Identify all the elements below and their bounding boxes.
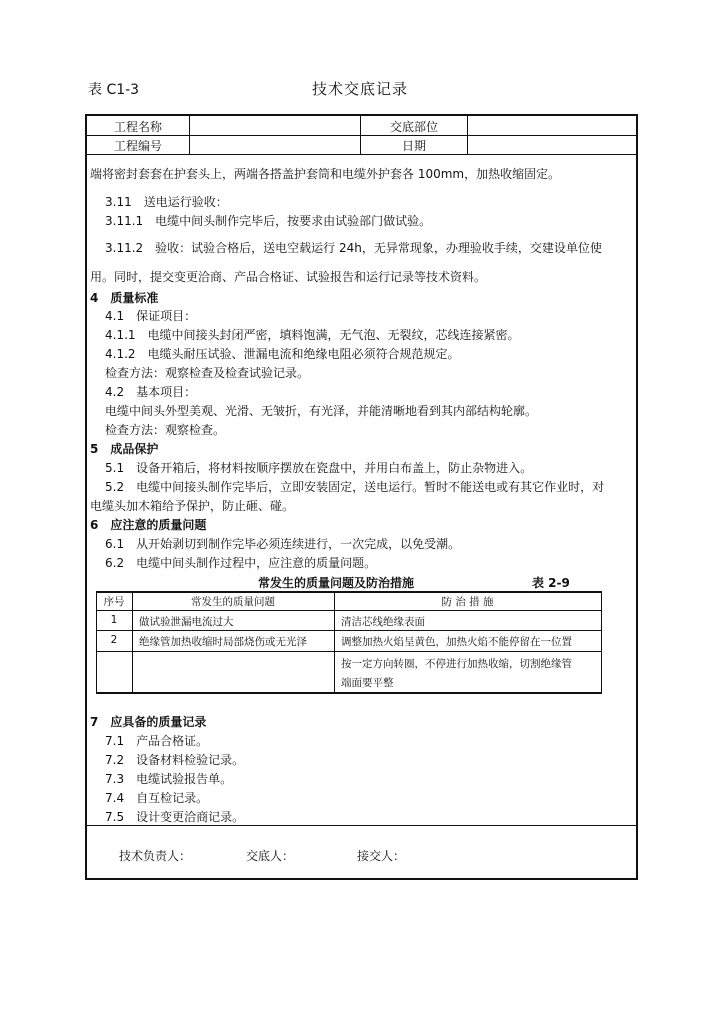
table-border [96,591,602,593]
body-line: 3.11.1 电缆中间头制作完毕后，按要求由试验部门做试验。 [105,214,432,228]
date-label: 日期 [401,139,426,153]
body-line: 5.2 电缆中间接头制作完毕后，立即安装固定，送电运行。暂时不能送电或有其它作业时，对 [105,480,605,494]
project-name-label: 工程名称 [113,120,162,134]
table-header-measures: 防 治 措 施 [441,596,494,608]
body-line: 电缆头加木箱给予保护，防止砸、碰。 [90,499,295,513]
section-heading: 7 应具备的质量记录 [90,715,207,729]
table-number: 表 2-9 [532,576,570,590]
form-code: 表 C1-3 [88,82,140,98]
body-line: 检查方法：观察检查及检查试验记录。 [105,366,310,380]
body-line: 4.1.2 电缆头耐压试验、泄漏电流和绝缘电阻必须符合规范规定。 [105,347,460,361]
receiver-signature-label: 接交人： [357,849,406,863]
location-label: 交底部位 [389,120,438,134]
record-item: 7.1 产品合格证。 [105,734,209,748]
body-line: 6.2 电缆中间头制作过程中，应注意的质量问题。 [105,556,377,570]
table-cell-measure: 调整加热火焰呈黄色，加热火焰不能停留在一位置 [341,636,572,648]
table-cell-measure: 端面要平整 [341,677,394,689]
signature-divider [87,825,636,826]
table-cell-problem: 绝缘管加热收缩时局部烧伤或无光泽 [139,636,307,648]
body-line: 4.1 保证项目： [105,309,197,323]
table-border [96,651,602,652]
body-line: 检查方法：观察检查。 [105,423,226,437]
record-item: 7.5 设计变更洽商记录。 [105,810,245,824]
section-heading: 4 质量标准 [90,291,159,305]
table-border [96,630,602,631]
body-line: 4.1.1 电缆中间接头封闭严密，填料饱满，无气泡、无裂纹，芯线连接紧密。 [105,328,520,342]
table-cell-measure: 清洁芯线绝缘表面 [341,616,425,628]
body-line: 端将密封套套在护套头上，两端各搭盖护套筒和电缆外护套各 100mm，加热收缩固定。 [90,167,561,181]
section-heading: 6 应注意的质量问题 [90,518,207,532]
table-cell-no: 1 [110,614,118,626]
body-line: 电缆中间头外型美观、光滑、无皱折，有光泽，并能清晰地看到其内部结构轮廓。 [105,404,538,418]
grid-line [87,135,636,136]
body-line: 6.1 从开始剥切到制作完毕必须连续进行，一次完成，以免受潮。 [105,537,461,551]
table-cell-problem: 做试验泄漏电流过大 [139,616,234,628]
table-header-problem: 常发生的质量问题 [191,596,275,608]
page-title: 技术交底记录 [312,80,409,98]
body-line: 5.1 设备开箱后，将材料按顺序摆放在瓷盘中，并用白布盖上，防止杂物进入。 [105,461,533,475]
body-line: 3.11.2 验收：试验合格后，送电空载运行 24h，无异常现象，办理验收手续，交建设单位使 [105,241,602,255]
grid-line [467,116,468,154]
table-caption: 常发生的质量问题及防治措施 [258,576,415,590]
project-no-label: 工程编号 [113,139,162,153]
section-heading: 5 成品保护 [90,442,159,456]
discloser-signature-label: 交底人： [246,849,295,863]
body-line: 4.2 基本项目： [105,385,197,399]
table-border [601,591,602,692]
tech-lead-signature-label: 技术负责人： [119,849,192,863]
body-line: 用。同时，提交变更洽商、产品合格证、试验报告和运行记录等技术资料。 [90,270,487,284]
table-border [96,610,602,611]
table-cell-measure: 按一定方向转圈，不停进行加热收缩，切割绝缘管 [341,658,572,670]
record-item: 7.2 设备材料检验记录。 [105,753,245,767]
record-item: 7.3 电缆试验报告单。 [105,772,233,786]
grid-line [87,154,636,155]
body-line: 3.11 送电运行验收： [105,195,228,209]
table-border [96,692,602,694]
table-cell-no: 2 [110,634,118,646]
grid-line [189,116,190,154]
table-header-no: 序号 [103,596,125,608]
record-item: 7.4 自互检记录。 [105,791,209,805]
